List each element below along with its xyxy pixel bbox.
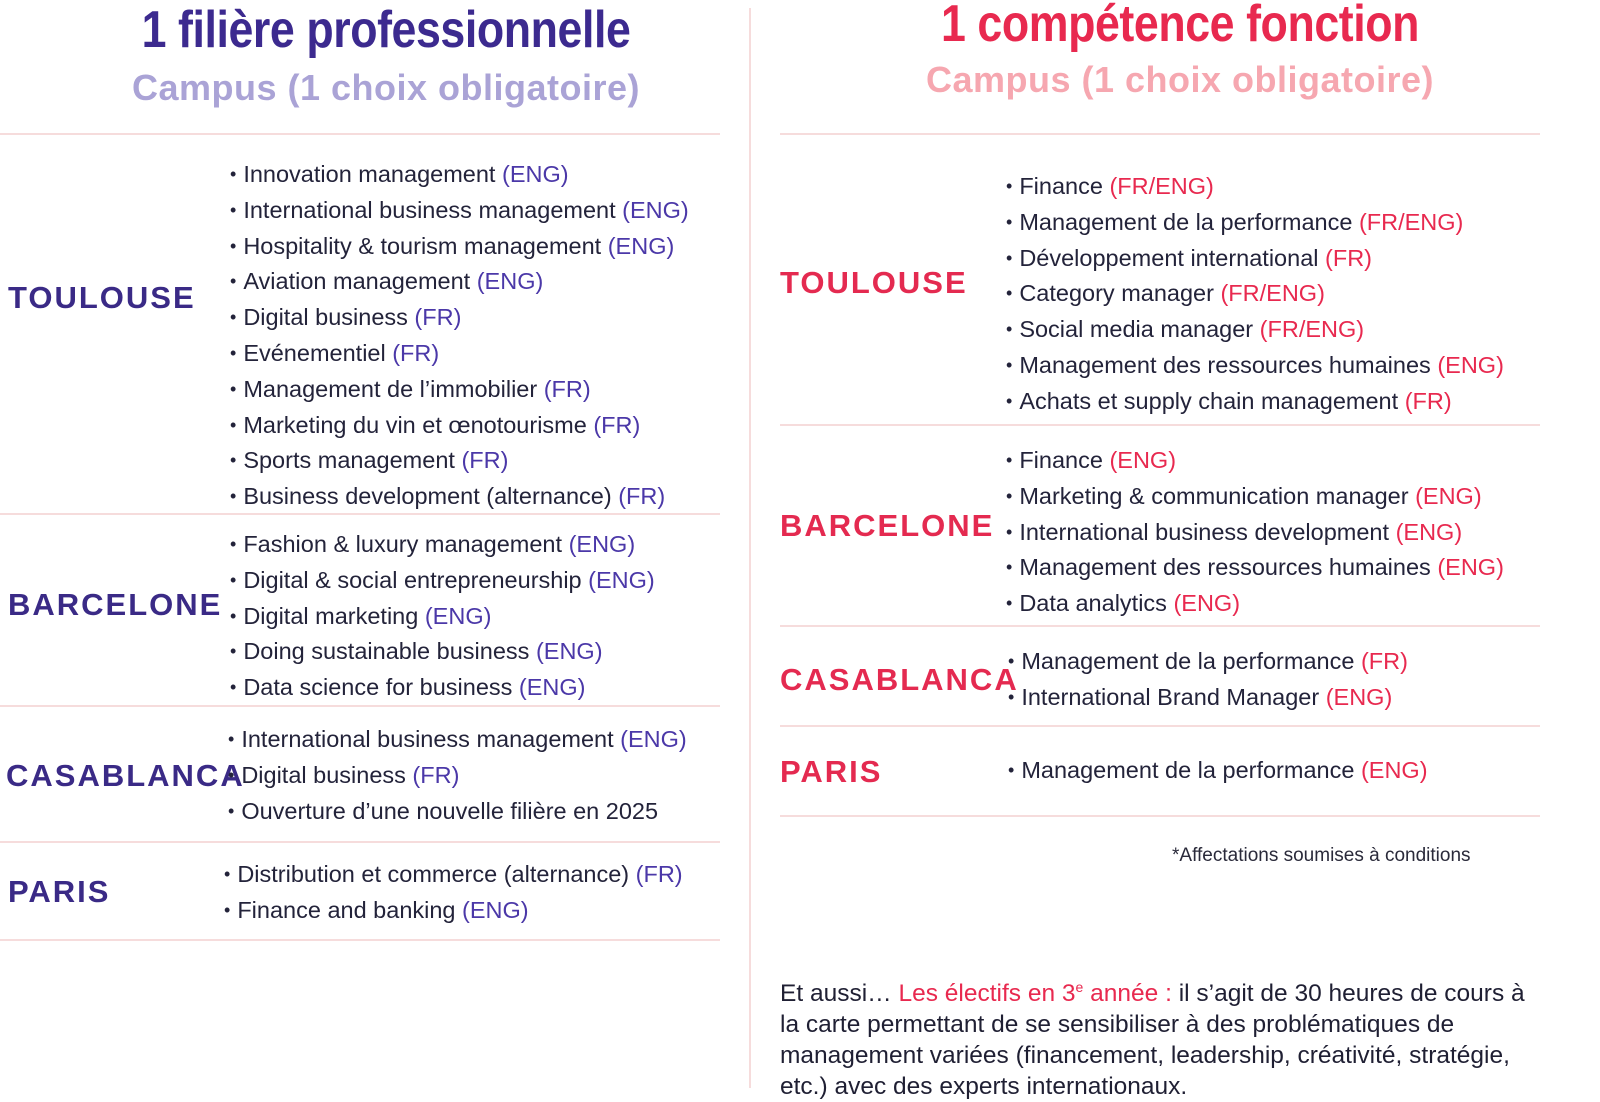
list-item: • Business development (alternance) (FR) bbox=[230, 480, 689, 516]
footnote: *Affectations soumises à conditions bbox=[1172, 845, 1471, 866]
city-barcelone: BARCELONE bbox=[780, 508, 995, 543]
list-item: • Finance and banking (ENG) bbox=[224, 894, 683, 930]
barcelone-competence-list bbox=[1006, 444, 1504, 623]
list-item: • Ouverture d’une nouvelle filière en 2025 bbox=[228, 795, 687, 831]
filiere-subtitle: Campus (1 choix obligatoire) bbox=[131, 67, 641, 108]
barcelone-filiere-list bbox=[230, 528, 655, 707]
list-item: • Développement international (FR) bbox=[1006, 242, 1504, 278]
city-barcelone: BARCELONE bbox=[8, 587, 223, 622]
list-item: • Management des ressources humaines (ENG) bbox=[1006, 349, 1504, 385]
casablanca-competence-list bbox=[1008, 645, 1408, 717]
list-item: • Category manager (FR/ENG) bbox=[1006, 277, 1504, 313]
list-item: • Digital business (FR) bbox=[228, 759, 687, 795]
list-item: • Fashion & luxury management (ENG) bbox=[230, 528, 655, 564]
section-divider bbox=[0, 705, 720, 707]
list-item: • Digital business (FR) bbox=[230, 301, 689, 337]
city-paris: PARIS bbox=[780, 754, 883, 789]
list-item: • Management de la performance (FR/ENG) bbox=[1006, 206, 1504, 242]
column-divider bbox=[749, 8, 751, 1088]
list-item: • Management de la performance (FR) bbox=[1008, 645, 1408, 681]
filiere-title: 1 filière professionnelle bbox=[141, 1, 631, 59]
list-item: • Evénementiel (FR) bbox=[230, 337, 689, 373]
section-divider bbox=[0, 133, 720, 135]
toulouse-filiere-list bbox=[230, 158, 689, 516]
competence-subtitle: Campus (1 choix obligatoire) bbox=[925, 59, 1435, 100]
list-item: • Aviation management (ENG) bbox=[230, 265, 689, 301]
list-item: • International business management (ENG) bbox=[228, 723, 687, 759]
list-item: • Management de l’immobilier (FR) bbox=[230, 373, 689, 409]
city-casablanca: CASABLANCA bbox=[780, 662, 1019, 697]
paris-filiere-list bbox=[224, 858, 683, 930]
list-item: • International business management (ENG) bbox=[230, 194, 689, 230]
list-item: • Finance (ENG) bbox=[1006, 444, 1504, 480]
list-item: • Management des ressources humaines (ENG) bbox=[1006, 551, 1504, 587]
section-divider bbox=[0, 841, 720, 843]
list-item: • Digital & social entrepreneurship (ENG) bbox=[230, 564, 655, 600]
city-casablanca: CASABLANCA bbox=[6, 758, 245, 793]
section-divider bbox=[780, 133, 1540, 135]
electifs-paragraph: Et aussi… Les électifs en 3e année : il s’agit de 30 heures de cours à la carte permettant de se sensibiliser à des problématiques de management variées (financement, leadership, créativité, stratégie, etc.) avec des experts internationaux. bbox=[780, 978, 1525, 1100]
list-item: • Management de la performance (ENG) bbox=[1008, 754, 1428, 790]
city-paris: PARIS bbox=[8, 874, 111, 909]
list-item: • Data analytics (ENG) bbox=[1006, 587, 1504, 623]
toulouse-competence-list bbox=[1006, 170, 1504, 421]
list-item: • Data science for business (ENG) bbox=[230, 671, 655, 707]
list-item: • Hospitality & tourism management (ENG) bbox=[230, 230, 689, 266]
section-divider bbox=[0, 939, 720, 941]
city-toulouse: TOULOUSE bbox=[780, 265, 968, 300]
list-item: • Social media manager (FR/ENG) bbox=[1006, 313, 1504, 349]
list-item: • Innovation management (ENG) bbox=[230, 158, 689, 194]
paris-competence-list bbox=[1008, 754, 1428, 790]
section-divider bbox=[0, 513, 720, 515]
list-item: • Distribution et commerce (alternance) (FR) bbox=[224, 858, 683, 894]
list-item: • Marketing & communication manager (ENG) bbox=[1006, 480, 1504, 516]
list-item: • Achats et supply chain management (FR) bbox=[1006, 385, 1504, 421]
city-toulouse: TOULOUSE bbox=[8, 280, 196, 315]
competence-header bbox=[780, 0, 1560, 100]
list-item: • Marketing du vin et œnotourisme (FR) bbox=[230, 409, 689, 445]
filiere-header bbox=[0, 2, 740, 108]
list-item: • International business development (ENG) bbox=[1006, 516, 1504, 552]
section-divider bbox=[780, 725, 1540, 727]
section-divider bbox=[780, 815, 1540, 817]
competence-title: 1 compétence fonction bbox=[941, 0, 1419, 53]
list-item: • Doing sustainable business (ENG) bbox=[230, 635, 655, 671]
casablanca-filiere-list bbox=[228, 723, 687, 830]
list-item: • Finance (FR/ENG) bbox=[1006, 170, 1504, 206]
list-item: • International Brand Manager (ENG) bbox=[1008, 681, 1408, 717]
list-item: • Digital marketing (ENG) bbox=[230, 600, 655, 636]
list-item: • Sports management (FR) bbox=[230, 444, 689, 480]
section-divider bbox=[780, 424, 1540, 426]
section-divider bbox=[780, 625, 1540, 627]
